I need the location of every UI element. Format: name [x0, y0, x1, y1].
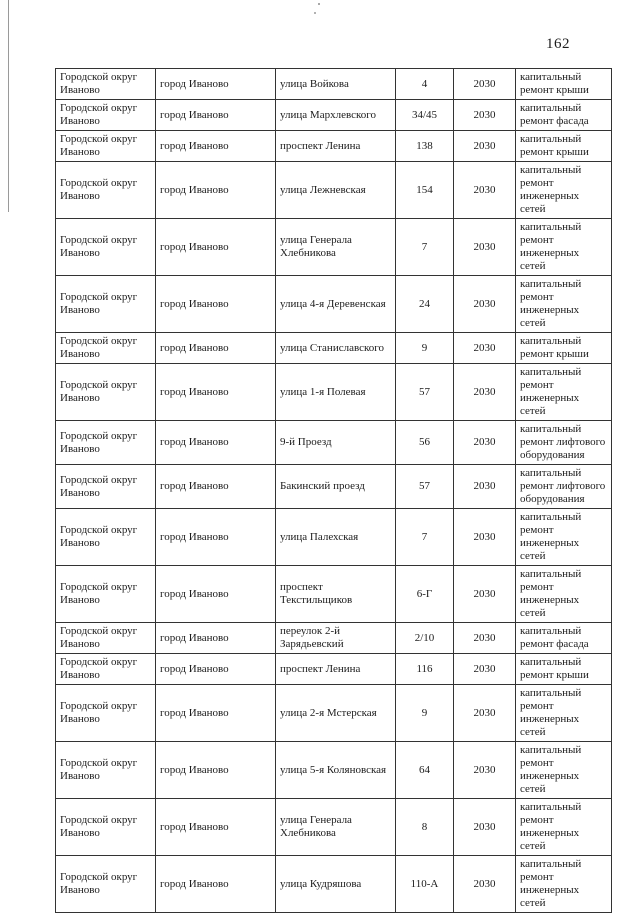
cell-street: проспект Текстильщиков [276, 566, 396, 623]
cell-year: 2030 [454, 364, 516, 421]
cell-municipality: Городской округ Иваново [56, 276, 156, 333]
cell-work: капитальный ремонт крыши [516, 131, 612, 162]
cell-city: город Иваново [156, 742, 276, 799]
cell-work: капитальный ремонт крыши [516, 333, 612, 364]
cell-work: капитальный ремонт инженерных сетей [516, 799, 612, 856]
cell-street: улица Кудряшова [276, 856, 396, 913]
cell-work: капитальный ремонт инженерных сетей [516, 219, 612, 276]
cell-street: проспект Ленина [276, 131, 396, 162]
cell-year: 2030 [454, 421, 516, 465]
cell-year: 2030 [454, 69, 516, 100]
cell-city: город Иваново [156, 333, 276, 364]
cell-work: капитальный ремонт инженерных сетей [516, 276, 612, 333]
cell-year: 2030 [454, 276, 516, 333]
table-row [56, 162, 612, 219]
table-row [56, 856, 612, 913]
cell-street: проспект Ленина [276, 654, 396, 685]
cell-city: город Иваново [156, 131, 276, 162]
cell-street: 9-й Проезд [276, 421, 396, 465]
cell-work: капитальный ремонт лифтового оборудования [516, 421, 612, 465]
cell-year: 2030 [454, 623, 516, 654]
cell-city: город Иваново [156, 509, 276, 566]
table-row [56, 685, 612, 742]
cell-house: 7 [396, 219, 454, 276]
cell-municipality: Городской округ Иваново [56, 623, 156, 654]
cell-year: 2030 [454, 856, 516, 913]
cell-year: 2030 [454, 685, 516, 742]
cell-city: город Иваново [156, 799, 276, 856]
cell-street: улица Лежневская [276, 162, 396, 219]
cell-street: улица Генерала Хлебникова [276, 219, 396, 276]
cell-municipality: Городской округ Иваново [56, 162, 156, 219]
cell-year: 2030 [454, 799, 516, 856]
cell-municipality: Городской округ Иваново [56, 69, 156, 100]
cell-year: 2030 [454, 566, 516, 623]
cell-work: капитальный ремонт инженерных сетей [516, 162, 612, 219]
cell-house: 9 [396, 333, 454, 364]
cell-street: улица 2-я Мстерская [276, 685, 396, 742]
cell-street: улица Генерала Хлебникова [276, 799, 396, 856]
cell-city: город Иваново [156, 162, 276, 219]
cell-municipality: Городской округ Иваново [56, 799, 156, 856]
cell-municipality: Городской округ Иваново [56, 100, 156, 131]
table-row [56, 566, 612, 623]
table-row [56, 69, 612, 100]
cell-house: 110-А [396, 856, 454, 913]
table-row [56, 131, 612, 162]
cell-work: капитальный ремонт инженерных сетей [516, 856, 612, 913]
cell-year: 2030 [454, 333, 516, 364]
cell-work: капитальный ремонт крыши [516, 69, 612, 100]
cell-city: город Иваново [156, 685, 276, 742]
cell-municipality: Городской округ Иваново [56, 742, 156, 799]
cell-city: город Иваново [156, 856, 276, 913]
cell-municipality: Городской округ Иваново [56, 654, 156, 685]
cell-street: улица Палехская [276, 509, 396, 566]
table-row [56, 100, 612, 131]
cell-house: 7 [396, 509, 454, 566]
cell-work: капитальный ремонт лифтового оборудования [516, 465, 612, 509]
cell-work: капитальный ремонт инженерных сетей [516, 566, 612, 623]
cell-house: 4 [396, 69, 454, 100]
cell-house: 56 [396, 421, 454, 465]
table-row [56, 276, 612, 333]
cell-city: город Иваново [156, 623, 276, 654]
cell-street: улица 1-я Полевая [276, 364, 396, 421]
cell-house: 138 [396, 131, 454, 162]
cell-year: 2030 [454, 162, 516, 219]
cell-work: капитальный ремонт крыши [516, 654, 612, 685]
cell-house: 57 [396, 465, 454, 509]
cell-municipality: Городской округ Иваново [56, 566, 156, 623]
cell-city: город Иваново [156, 566, 276, 623]
cell-house: 64 [396, 742, 454, 799]
cell-work: капитальный ремонт инженерных сетей [516, 364, 612, 421]
cell-work: капитальный ремонт фасада [516, 100, 612, 131]
cell-house: 9 [396, 685, 454, 742]
cell-municipality: Городской округ Иваново [56, 131, 156, 162]
cell-municipality: Городской округ Иваново [56, 364, 156, 421]
table-row [56, 421, 612, 465]
cell-municipality: Городской округ Иваново [56, 509, 156, 566]
page-number: 162 [546, 36, 570, 52]
cell-street: улица 5-я Коляновская [276, 742, 396, 799]
cell-city: город Иваново [156, 421, 276, 465]
cell-street: улица Войкова [276, 69, 396, 100]
cell-house: 34/45 [396, 100, 454, 131]
cell-work: капитальный ремонт фасада [516, 623, 612, 654]
cell-year: 2030 [454, 465, 516, 509]
table-row [56, 799, 612, 856]
cell-house: 154 [396, 162, 454, 219]
cell-year: 2030 [454, 100, 516, 131]
table-row [56, 509, 612, 566]
cell-city: город Иваново [156, 364, 276, 421]
cell-house: 8 [396, 799, 454, 856]
repairs-table [55, 68, 612, 913]
scan-artifact-line [8, 0, 9, 212]
cell-year: 2030 [454, 742, 516, 799]
cell-city: город Иваново [156, 69, 276, 100]
cell-municipality: Городской округ Иваново [56, 856, 156, 913]
table-row [56, 465, 612, 509]
cell-municipality: Городской округ Иваново [56, 685, 156, 742]
cell-city: город Иваново [156, 276, 276, 333]
cell-street: переулок 2-й Зарядьевский [276, 623, 396, 654]
cell-year: 2030 [454, 131, 516, 162]
cell-city: город Иваново [156, 219, 276, 276]
cell-year: 2030 [454, 509, 516, 566]
cell-city: город Иваново [156, 465, 276, 509]
cell-house: 116 [396, 654, 454, 685]
table-row [56, 333, 612, 364]
cell-street: Бакинский проезд [276, 465, 396, 509]
cell-municipality: Городской округ Иваново [56, 421, 156, 465]
cell-work: капитальный ремонт инженерных сетей [516, 685, 612, 742]
cell-municipality: Городской округ Иваново [56, 219, 156, 276]
table-row [56, 219, 612, 276]
cell-street: улица Станиславского [276, 333, 396, 364]
table-row [56, 623, 612, 654]
table-row [56, 742, 612, 799]
cell-work: капитальный ремонт инженерных сетей [516, 742, 612, 799]
cell-year: 2030 [454, 219, 516, 276]
table-row [56, 364, 612, 421]
cell-city: город Иваново [156, 654, 276, 685]
cell-municipality: Городской округ Иваново [56, 465, 156, 509]
cell-house: 57 [396, 364, 454, 421]
cell-house: 6-Г [396, 566, 454, 623]
cell-house: 24 [396, 276, 454, 333]
cell-municipality: Городской округ Иваново [56, 333, 156, 364]
scan-artifact-dots [312, 2, 326, 16]
cell-street: улица 4-я Деревенская [276, 276, 396, 333]
cell-work: капитальный ремонт инженерных сетей [516, 509, 612, 566]
table-row [56, 654, 612, 685]
cell-house: 2/10 [396, 623, 454, 654]
cell-year: 2030 [454, 654, 516, 685]
cell-street: улица Мархлевского [276, 100, 396, 131]
cell-city: город Иваново [156, 100, 276, 131]
